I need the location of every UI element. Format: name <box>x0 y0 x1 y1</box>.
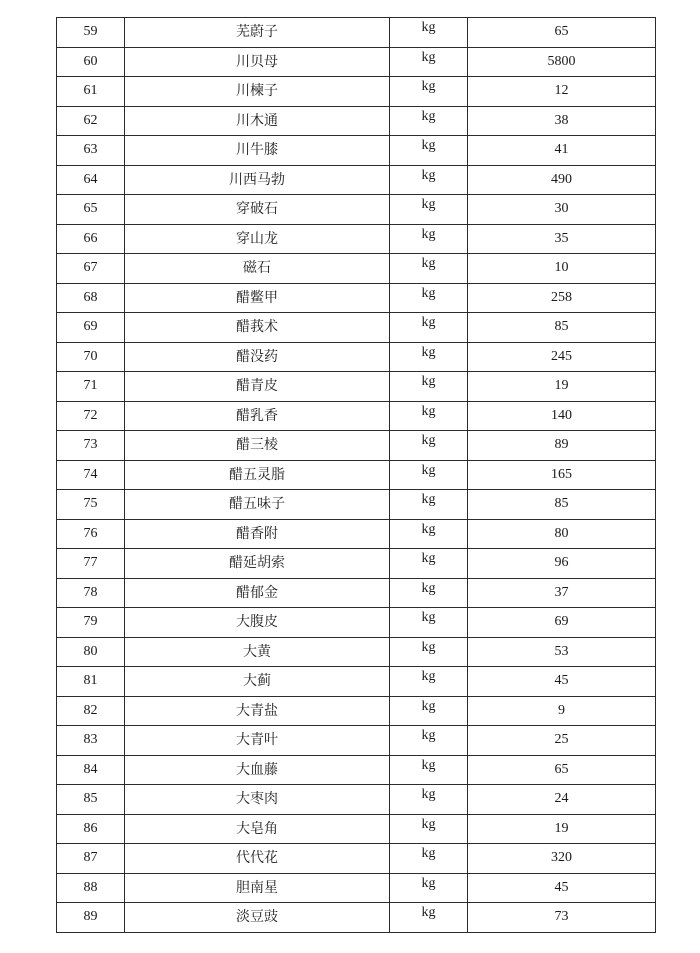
table-row <box>57 224 656 254</box>
table-row <box>57 519 656 549</box>
quantity-cell <box>468 401 656 431</box>
quantity-cell <box>468 814 656 844</box>
row-number-text: 82 <box>83 702 98 718</box>
herb-name-text: 芜蔚子 <box>236 24 278 41</box>
row-number-cell <box>57 578 125 608</box>
unit-text: kg <box>421 462 436 478</box>
row-number-cell <box>57 313 125 343</box>
row-number-cell <box>57 785 125 815</box>
unit-cell <box>390 608 468 638</box>
herb-name-text: 大血藤 <box>236 761 278 778</box>
row-number-text: 66 <box>83 230 98 246</box>
unit-text: kg <box>421 138 436 154</box>
herb-name-text: 醋郁金 <box>236 584 278 601</box>
row-number-cell <box>57 755 125 785</box>
herb-name-text: 醋青皮 <box>236 378 278 395</box>
unit-text: kg <box>421 521 436 537</box>
row-number-cell <box>57 549 125 579</box>
unit-text: kg <box>421 315 436 331</box>
unit-text: kg <box>421 551 436 567</box>
quantity-cell <box>468 549 656 579</box>
table-row <box>57 549 656 579</box>
herb-name-cell <box>125 667 390 697</box>
row-number-text: 64 <box>83 171 98 187</box>
unit-text: kg <box>421 698 436 714</box>
unit-cell <box>390 401 468 431</box>
quantity-text: 65 <box>554 761 569 777</box>
table-row <box>57 490 656 520</box>
herb-name-cell <box>125 372 390 402</box>
row-number-cell <box>57 18 125 48</box>
row-number-text: 59 <box>83 24 98 40</box>
row-number-text: 87 <box>83 850 98 866</box>
unit-cell <box>390 785 468 815</box>
row-number-text: 80 <box>83 643 98 659</box>
unit-cell <box>390 519 468 549</box>
row-number-text: 77 <box>83 555 98 571</box>
unit-cell <box>390 283 468 313</box>
unit-text: kg <box>421 757 436 773</box>
quantity-text: 140 <box>551 407 572 423</box>
table-row <box>57 608 656 638</box>
herb-name-cell <box>125 490 390 520</box>
unit-text: kg <box>421 374 436 390</box>
row-number-text: 86 <box>83 820 98 836</box>
herb-name-cell <box>125 873 390 903</box>
row-number-cell <box>57 844 125 874</box>
table-row <box>57 785 656 815</box>
row-number-text: 88 <box>83 879 98 895</box>
quantity-text: 258 <box>551 289 572 305</box>
quantity-cell <box>468 903 656 933</box>
unit-text: kg <box>421 787 436 803</box>
quantity-cell <box>468 136 656 166</box>
row-number-cell <box>57 903 125 933</box>
unit-text: kg <box>421 580 436 596</box>
row-number-cell <box>57 873 125 903</box>
table-row <box>57 254 656 284</box>
herb-name-cell <box>125 106 390 136</box>
row-number-text: 79 <box>83 614 98 630</box>
herb-name-text: 大黄 <box>243 643 271 660</box>
herb-name-text: 淡豆豉 <box>236 909 278 926</box>
table-row <box>57 106 656 136</box>
herb-name-cell <box>125 283 390 313</box>
herb-name-cell <box>125 814 390 844</box>
unit-text: kg <box>421 669 436 685</box>
row-number-cell <box>57 637 125 667</box>
herb-name-cell <box>125 18 390 48</box>
herb-name-text: 醋没药 <box>236 348 278 365</box>
herb-name-text: 醋乳香 <box>236 407 278 424</box>
row-number-cell <box>57 667 125 697</box>
row-number-text: 70 <box>83 348 98 364</box>
quantity-text: 12 <box>554 83 569 99</box>
row-number-text: 65 <box>83 201 98 217</box>
herb-name-text: 川楝子 <box>236 83 278 100</box>
herb-quantity-table <box>56 17 656 933</box>
quantity-text: 65 <box>554 24 569 40</box>
table-row <box>57 873 656 903</box>
herb-name-text: 磁石 <box>243 260 271 277</box>
unit-cell <box>390 578 468 608</box>
row-number-cell <box>57 254 125 284</box>
row-number-cell <box>57 490 125 520</box>
unit-text: kg <box>421 197 436 213</box>
herb-name-cell <box>125 342 390 372</box>
row-number-text: 74 <box>83 466 98 482</box>
row-number-cell <box>57 460 125 490</box>
quantity-cell <box>468 283 656 313</box>
row-number-text: 75 <box>83 496 98 512</box>
quantity-cell <box>468 372 656 402</box>
unit-cell <box>390 549 468 579</box>
row-number-cell <box>57 77 125 107</box>
herb-name-text: 醋莪术 <box>236 319 278 336</box>
herb-name-text: 川西马勃 <box>229 171 285 188</box>
unit-text: kg <box>421 433 436 449</box>
unit-cell <box>390 873 468 903</box>
unit-cell <box>390 490 468 520</box>
quantity-cell <box>468 785 656 815</box>
row-number-text: 81 <box>83 673 98 689</box>
row-number-text: 62 <box>83 112 98 128</box>
quantity-cell <box>468 18 656 48</box>
unit-cell <box>390 195 468 225</box>
herb-name-text: 醋鳖甲 <box>236 289 278 306</box>
herb-name-cell <box>125 637 390 667</box>
table-row <box>57 844 656 874</box>
quantity-text: 5800 <box>547 53 576 69</box>
quantity-text: 45 <box>554 879 569 895</box>
quantity-text: 30 <box>554 201 569 217</box>
herb-name-text: 醋三棱 <box>236 437 278 454</box>
unit-cell <box>390 755 468 785</box>
herb-name-text: 大皂角 <box>236 820 278 837</box>
unit-text: kg <box>421 492 436 508</box>
quantity-text: 490 <box>551 171 572 187</box>
unit-cell <box>390 224 468 254</box>
herb-name-cell <box>125 47 390 77</box>
unit-text: kg <box>421 344 436 360</box>
herb-name-cell <box>125 844 390 874</box>
quantity-cell <box>468 224 656 254</box>
table-row <box>57 401 656 431</box>
unit-cell <box>390 254 468 284</box>
table-row <box>57 431 656 461</box>
row-number-text: 76 <box>83 525 98 541</box>
row-number-cell <box>57 372 125 402</box>
table-row <box>57 460 656 490</box>
quantity-text: 89 <box>554 437 569 453</box>
quantity-cell <box>468 844 656 874</box>
row-number-cell <box>57 47 125 77</box>
unit-text: kg <box>421 875 436 891</box>
herb-name-cell <box>125 77 390 107</box>
row-number-text: 71 <box>83 378 98 394</box>
table-row <box>57 755 656 785</box>
unit-text: kg <box>421 610 436 626</box>
unit-cell <box>390 77 468 107</box>
unit-cell <box>390 431 468 461</box>
herb-name-text: 醋香附 <box>236 525 278 542</box>
quantity-cell <box>468 106 656 136</box>
herb-name-text: 穿山龙 <box>236 230 278 247</box>
quantity-cell <box>468 726 656 756</box>
quantity-cell <box>468 342 656 372</box>
herb-name-cell <box>125 460 390 490</box>
row-number-text: 68 <box>83 289 98 305</box>
table-row <box>57 814 656 844</box>
quantity-text: 19 <box>554 820 569 836</box>
herb-name-text: 川牛膝 <box>236 142 278 159</box>
row-number-cell <box>57 431 125 461</box>
herb-name-cell <box>125 696 390 726</box>
unit-cell <box>390 47 468 77</box>
quantity-text: 96 <box>554 555 569 571</box>
table-body <box>57 18 656 933</box>
quantity-cell <box>468 519 656 549</box>
herb-name-text: 大青叶 <box>236 732 278 749</box>
row-number-text: 83 <box>83 732 98 748</box>
unit-text: kg <box>421 79 436 95</box>
herb-name-cell <box>125 313 390 343</box>
herb-name-cell <box>125 431 390 461</box>
row-number-text: 85 <box>83 791 98 807</box>
herb-name-cell <box>125 578 390 608</box>
herb-name-text: 大枣肉 <box>236 791 278 808</box>
table-row <box>57 667 656 697</box>
quantity-text: 10 <box>554 260 569 276</box>
row-number-text: 78 <box>83 584 98 600</box>
herb-name-cell <box>125 608 390 638</box>
quantity-cell <box>468 431 656 461</box>
table-row <box>57 903 656 933</box>
row-number-text: 69 <box>83 319 98 335</box>
table-row <box>57 726 656 756</box>
unit-text: kg <box>421 816 436 832</box>
herb-name-text: 醋五灵脂 <box>229 466 285 483</box>
row-number-cell <box>57 136 125 166</box>
unit-cell <box>390 726 468 756</box>
herb-name-cell <box>125 401 390 431</box>
table-row <box>57 313 656 343</box>
unit-text: kg <box>421 403 436 419</box>
quantity-text: 37 <box>554 584 569 600</box>
unit-text: kg <box>421 108 436 124</box>
row-number-text: 84 <box>83 761 98 777</box>
herb-name-cell <box>125 254 390 284</box>
quantity-text: 245 <box>551 348 572 364</box>
table-row <box>57 696 656 726</box>
row-number-text: 67 <box>83 260 98 276</box>
quantity-text: 69 <box>554 614 569 630</box>
row-number-cell <box>57 608 125 638</box>
quantity-cell <box>468 195 656 225</box>
quantity-text: 85 <box>554 319 569 335</box>
quantity-text: 25 <box>554 732 569 748</box>
table-row <box>57 165 656 195</box>
row-number-cell <box>57 696 125 726</box>
table-row <box>57 18 656 48</box>
row-number-cell <box>57 814 125 844</box>
quantity-cell <box>468 313 656 343</box>
quantity-cell <box>468 667 656 697</box>
row-number-cell <box>57 224 125 254</box>
table-row <box>57 136 656 166</box>
row-number-cell <box>57 726 125 756</box>
unit-cell <box>390 844 468 874</box>
row-number-cell <box>57 106 125 136</box>
herb-name-text: 川木通 <box>236 112 278 129</box>
quantity-cell <box>468 77 656 107</box>
quantity-cell <box>468 165 656 195</box>
herb-name-cell <box>125 785 390 815</box>
quantity-text: 19 <box>554 378 569 394</box>
quantity-cell <box>468 873 656 903</box>
herb-name-text: 穿破石 <box>236 201 278 218</box>
table-row <box>57 77 656 107</box>
quantity-text: 35 <box>554 230 569 246</box>
quantity-text: 85 <box>554 496 569 512</box>
unit-cell <box>390 372 468 402</box>
quantity-text: 9 <box>558 702 565 718</box>
table-row <box>57 372 656 402</box>
herb-name-text: 醋延胡索 <box>229 555 285 572</box>
quantity-text: 80 <box>554 525 569 541</box>
row-number-text: 72 <box>83 407 98 423</box>
row-number-cell <box>57 165 125 195</box>
quantity-cell <box>468 578 656 608</box>
unit-text: kg <box>421 20 436 36</box>
unit-text: kg <box>421 285 436 301</box>
quantity-text: 24 <box>554 791 569 807</box>
herb-name-cell <box>125 165 390 195</box>
unit-text: kg <box>421 639 436 655</box>
table-row <box>57 47 656 77</box>
quantity-text: 41 <box>554 142 569 158</box>
quantity-text: 73 <box>554 909 569 925</box>
table-row <box>57 195 656 225</box>
quantity-cell <box>468 637 656 667</box>
quantity-cell <box>468 608 656 638</box>
unit-cell <box>390 136 468 166</box>
herb-name-text: 胆南星 <box>236 879 278 896</box>
herb-name-cell <box>125 903 390 933</box>
herb-name-text: 醋五味子 <box>229 496 285 513</box>
table-row <box>57 637 656 667</box>
unit-cell <box>390 342 468 372</box>
herb-name-cell <box>125 726 390 756</box>
unit-text: kg <box>421 49 436 65</box>
unit-text: kg <box>421 728 436 744</box>
unit-cell <box>390 460 468 490</box>
table-row <box>57 578 656 608</box>
quantity-cell <box>468 490 656 520</box>
unit-cell <box>390 18 468 48</box>
quantity-cell <box>468 460 656 490</box>
unit-cell <box>390 667 468 697</box>
quantity-cell <box>468 47 656 77</box>
table-row <box>57 283 656 313</box>
quantity-text: 320 <box>551 850 572 866</box>
herb-name-cell <box>125 136 390 166</box>
herb-name-text: 大蓟 <box>243 673 271 690</box>
unit-cell <box>390 903 468 933</box>
unit-cell <box>390 696 468 726</box>
row-number-text: 60 <box>83 53 98 69</box>
quantity-text: 53 <box>554 643 569 659</box>
row-number-text: 73 <box>83 437 98 453</box>
row-number-cell <box>57 519 125 549</box>
unit-cell <box>390 814 468 844</box>
quantity-text: 45 <box>554 673 569 689</box>
herb-name-text: 大青盐 <box>236 702 278 719</box>
herb-name-cell <box>125 195 390 225</box>
quantity-text: 38 <box>554 112 569 128</box>
herb-name-text: 川贝母 <box>236 53 278 70</box>
row-number-cell <box>57 342 125 372</box>
herb-name-cell <box>125 224 390 254</box>
unit-cell <box>390 165 468 195</box>
unit-text: kg <box>421 256 436 272</box>
unit-cell <box>390 313 468 343</box>
unit-text: kg <box>421 226 436 242</box>
unit-text: kg <box>421 846 436 862</box>
unit-text: kg <box>421 167 436 183</box>
row-number-cell <box>57 195 125 225</box>
row-number-text: 89 <box>83 909 98 925</box>
quantity-cell <box>468 254 656 284</box>
unit-cell <box>390 637 468 667</box>
herb-name-cell <box>125 755 390 785</box>
herb-name-cell <box>125 549 390 579</box>
table-row <box>57 342 656 372</box>
row-number-cell <box>57 401 125 431</box>
herb-name-cell <box>125 519 390 549</box>
row-number-text: 63 <box>83 142 98 158</box>
unit-text: kg <box>421 905 436 921</box>
quantity-text: 165 <box>551 466 572 482</box>
row-number-text: 61 <box>83 83 98 99</box>
unit-cell <box>390 106 468 136</box>
row-number-cell <box>57 283 125 313</box>
herb-name-text: 代代花 <box>236 850 278 867</box>
quantity-cell <box>468 696 656 726</box>
herb-name-text: 大腹皮 <box>236 614 278 631</box>
quantity-cell <box>468 755 656 785</box>
